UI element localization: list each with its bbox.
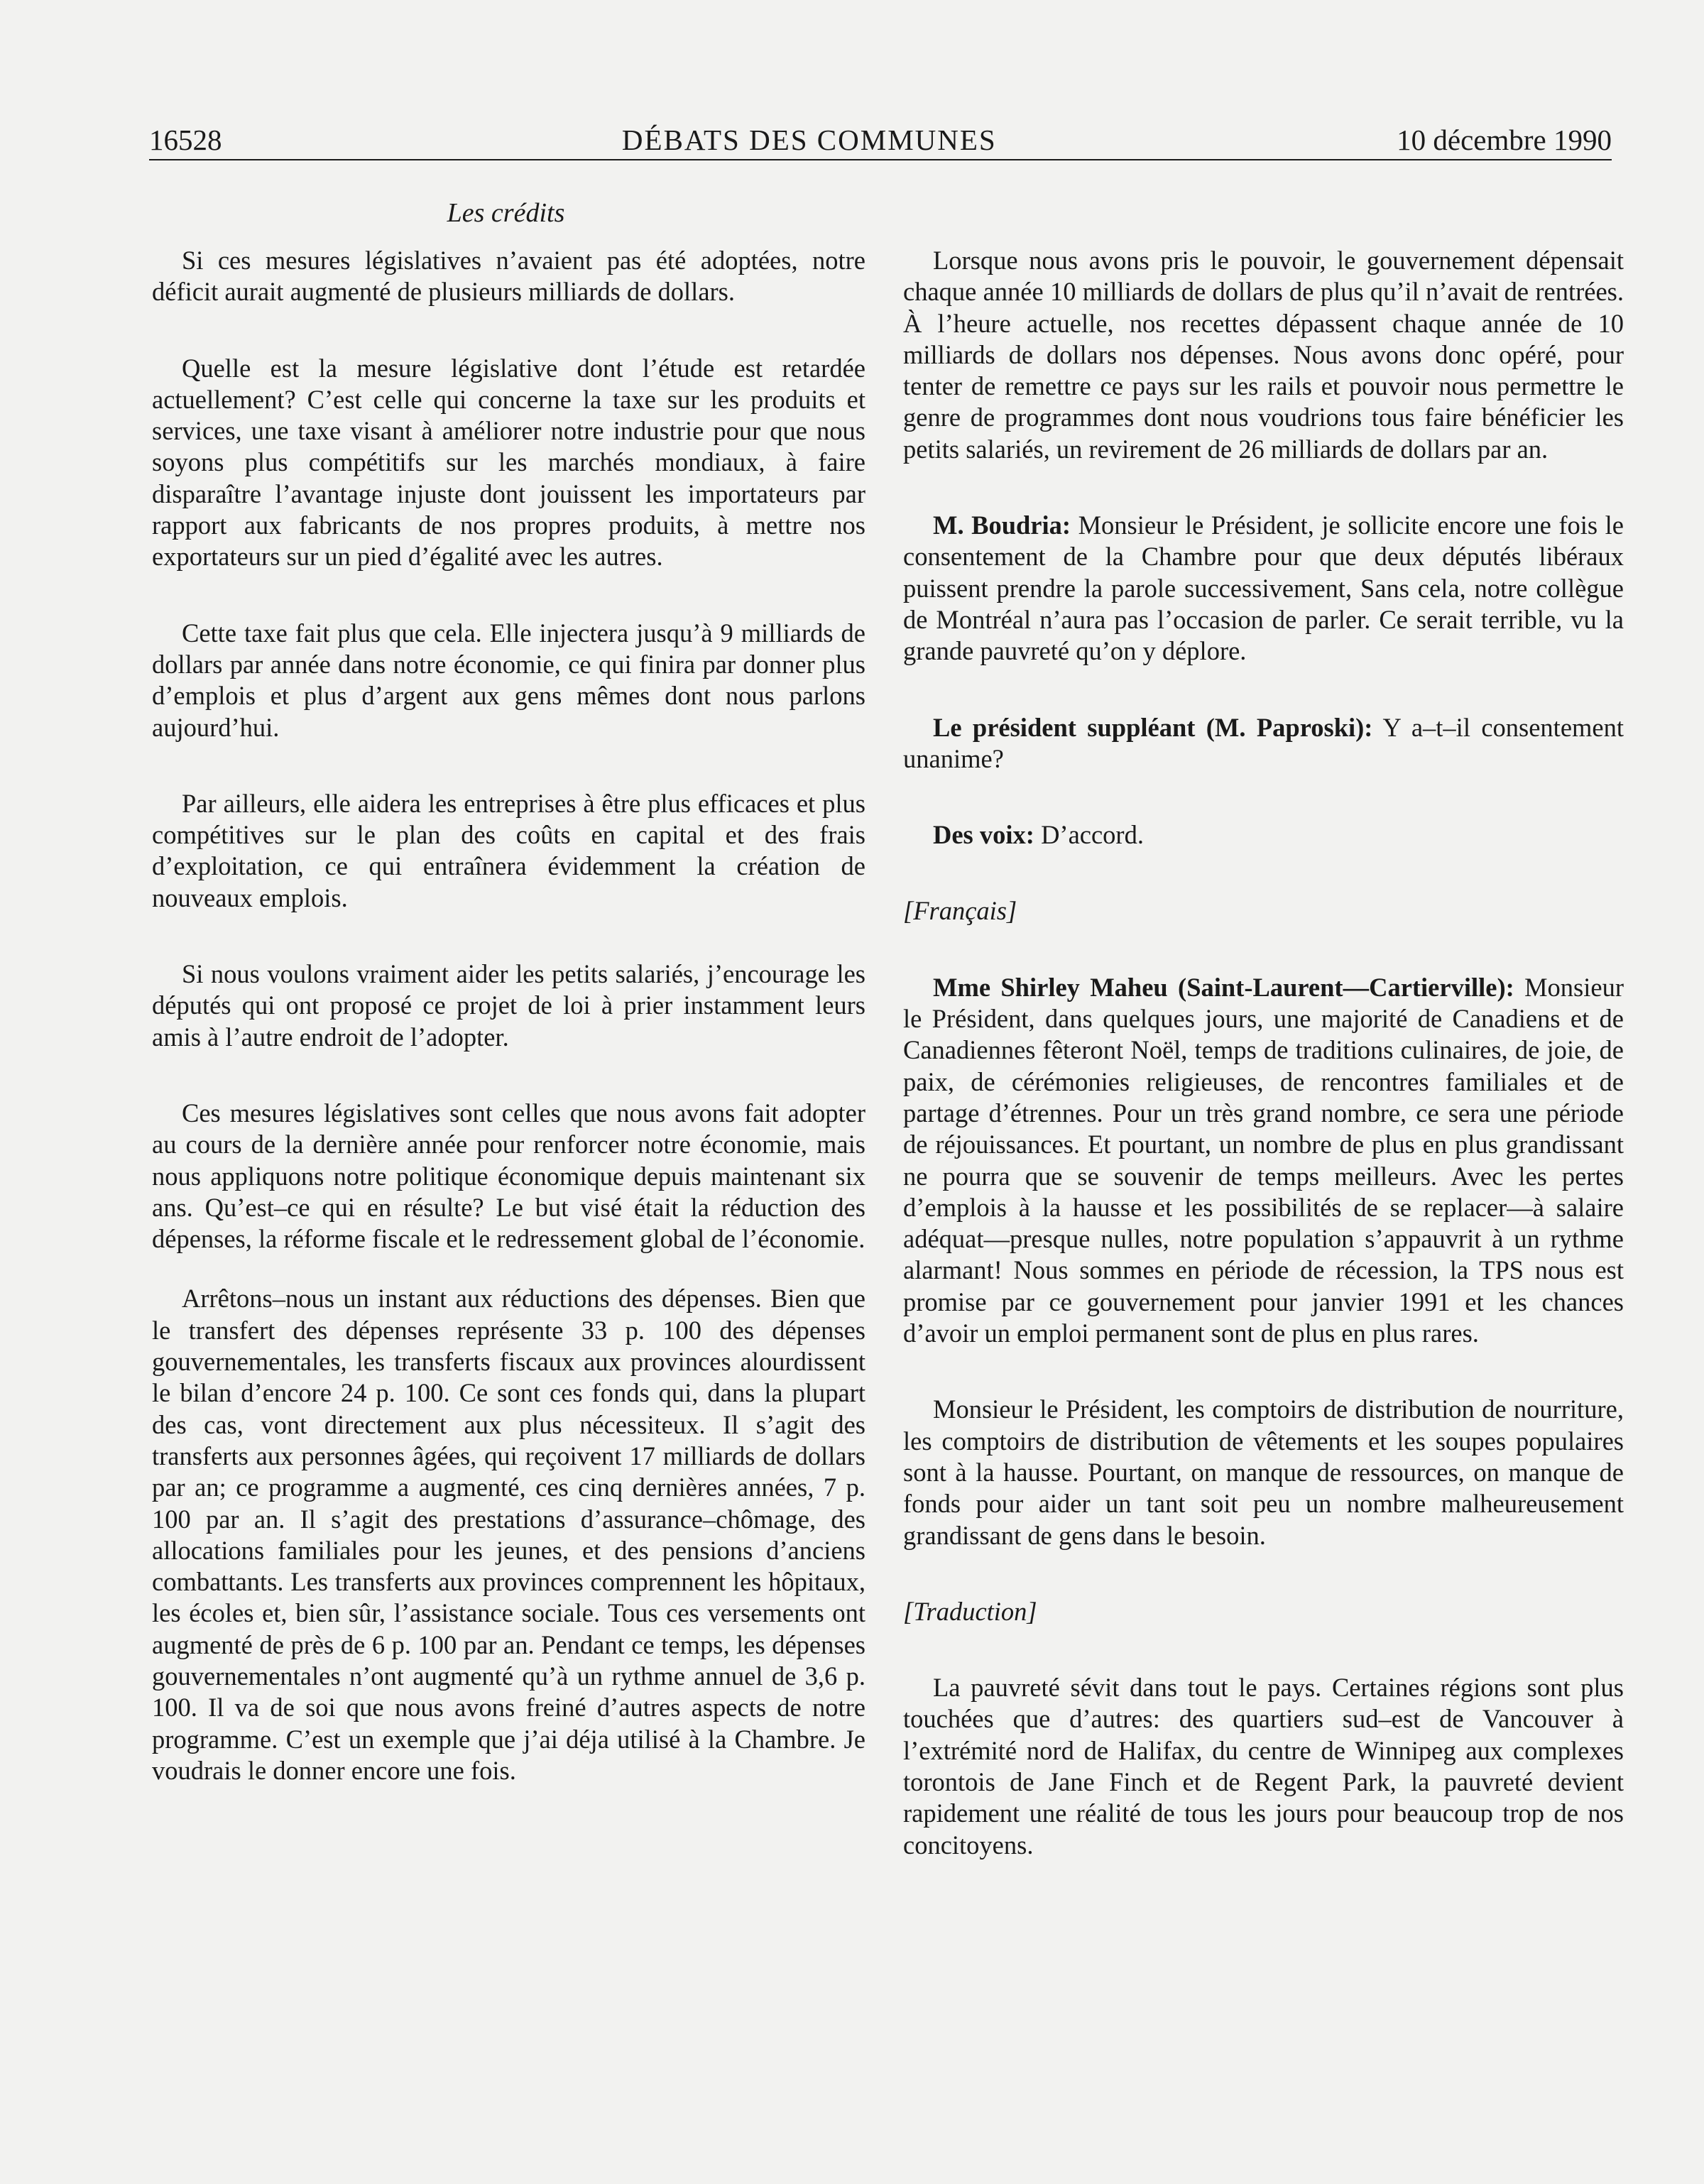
paragraph: Par ailleurs, elle aidera les entreprises à être plus efficaces et plus compétitives sur le plan des coûts en capital et des frais d’exploitation, ce qui entraînera évidemment la création de nouveaux emplois. [152,788,865,912]
language-marker-traduction: [Traduction] [903,1596,1037,1626]
speaker-name: Le président suppléant (M. Paproski): [933,712,1373,742]
page-date: 10 décembre 1990 [1397,124,1612,156]
publication-title: DÉBATS DES COMMUNES [621,124,997,156]
paragraph: La pauvreté sévit dans tout le pays. Certaines régions sont plus touchées que d’autres: des quartiers sud–est de Vancouver à l’extrémité nord de Halifax, du centre de Winnipeg aux complexes torontois de Jane Finch et de Regent Park, la pauvreté devient rapidement une réalité de tous les jours pour beaucoup trop de nos concitoyens. [903,1673,1624,1860]
paragraph: Lorsque nous avons pris le pouvoir, le gouvernement dépensait chaque année 10 milliards de dollars de plus qu’il n’avait de rentrées. À l’heure actuelle, nos recettes dépassent chaque année de 10 milliards de dollars nos dépenses. Nous avons donc opéré, pour tenter de remettre ce pays sur les rails et pouvoir nous permettre le genre de programmes dont nous voudrions tous faire bénéficier les petits salariés, un revirement de 26 milliards de dollars par an. [903,246,1624,464]
speech-president [903,712,1624,775]
paragraph: Ces mesures législatives sont celles que nous avons fait adopter au cours de la dernière année pour renforcer notre économie, mais nous appliquons notre politique économique depuis maintenant six ans. Qu’est–ce qui en résulte? Le but visé était la réduction des dépenses, la réforme fiscale et le redressement global de l’économie. [152,1098,865,1254]
paragraph: Si ces mesures législatives n’avaient pas été adoptées, notre déficit aurait augmenté de plusieurs milliards de dollars. [152,246,865,307]
paragraph: Cette taxe fait plus que cela. Elle injectera jusqu’à 9 milliards de dollars par année dans notre économie, ce qui finira par donner plus d’emplois et plus d’argent aux gens mêmes dont nous parlons aujourd’hui. [152,618,865,742]
speaker-name: M. Boudria: [933,510,1071,540]
speech-maheu [903,972,1624,1350]
speech-voix [903,819,1624,851]
speech-text: Monsieur le Président, dans quelques jours, une majorité de Canadiens et de Canadiennes fêteront Noël, temps de traditions culinaires, de joie, de paix, de cérémonies religieuses, de rencontres familiales et de partage d’étrennes. Pour un très grand nombre, ce sera une période de réjouissances. Et pourtant, un nombre de plus en plus grandissant ne pourra que se souvenir de temps meilleurs. Avec les pertes d’emplois à la hausse et les possibilités de se replacer—à salaire adéquat—presque nulles, notre population s’appauvrit à un rythme alarmant! Nous sommes en période de récession, la TPS nous est promise par ce gouvernement pour janvier 1991 et les chances d’avoir un emploi permanent sont de plus en plus rares. [903,972,1624,1348]
speaker-name: Des voix: [933,820,1034,850]
section-title: Les crédits [447,198,565,228]
page-number: 16528 [149,124,222,156]
speech-boudria [903,510,1624,667]
paragraph: Monsieur le Président, les comptoirs de distribution de nourriture, les comptoirs de distribution de vêtements et les soupes populaires sont à la hausse. Pourtant, on manque de ressources, on manque de fonds pour aider un tant soit peu un nombre malheureusement grandissant de gens dans le besoin. [903,1394,1624,1550]
page-header [149,112,1612,155]
left-column [152,245,865,1831]
language-marker-francais: [Français] [903,896,1017,926]
paragraph: Quelle est la mesure législative dont l’étude est retardée actuellement? C’est celle qui concerne la taxe sur les produits et services, une taxe visant à améliorer notre industrie pour que nous soyons plus compétitifs sur les marchés mondiaux, à faire disparaître l’avantage injuste dont jouissent les importateurs par rapport aux fabricants de nos propres produits, à mettre nos exportateurs sur un pied d’égalité avec les autres. [152,353,865,572]
speech-text: Y a–t–il consentement unanime? [903,712,1624,773]
header-rule [149,159,1612,160]
paragraph: Si nous voulons vraiment aider les petits salariés, j’encourage les députés qui ont proposé ce projet de loi à prier instamment leurs amis à l’autre endroit de l’adopter. [152,959,865,1052]
speech-text: D’accord. [1034,820,1144,850]
speech-text: Monsieur le Président, je sollicite encore une fois le consentement de la Chambre pour que deux députés libéraux puissent prendre la parole successivement, Sans cela, notre collègue de Montréal n’aura pas l’occasion de parler. Ce serait terrible, vu la grande pauvreté qu’on y déplore. [903,510,1624,666]
paragraph: Arrêtons–nous un instant aux réductions des dépenses. Bien que le transfert des dépenses représente 33 p. 100 des dépenses gouvernementales, les transferts fiscaux aux provinces alourdissent le bilan d’encore 24 p. 100. Ce sont ces fonds qui, dans la plupart des cas, vont directement aux plus nécessiteux. Il s’agit des transferts aux personnes âgées, qui reçoivent 17 milliards de dollars par an; ce programme a augmenté, ces cinq dernières années, 7 p. 100 par an. Il s’agit des prestations d’assurance–chômage, des allocations familiales pour les jeunes, et des pensions d’anciens combattants. Les transferts aux provinces comprennent les hôpitaux, les écoles et, bien sûr, l’assistance sociale. Tous ces versements ont augmenté de près de 6 p. 100 par an. Pendant ce temps, les dépenses gouvernementales n’ont augmenté qu’à un rythme annuel de 3,6 p. 100. Il va de soi que nous avons freiné d’autres aspects de notre programme. C’est un exemple que j’ai déja utilisé à la Chambre. Je voudrais le donner encore une fois. [152,1284,865,1785]
speaker-name: Mme Shirley Maheu (Saint-Laurent—Cartierville): [933,972,1514,1002]
right-column [903,245,1624,1906]
